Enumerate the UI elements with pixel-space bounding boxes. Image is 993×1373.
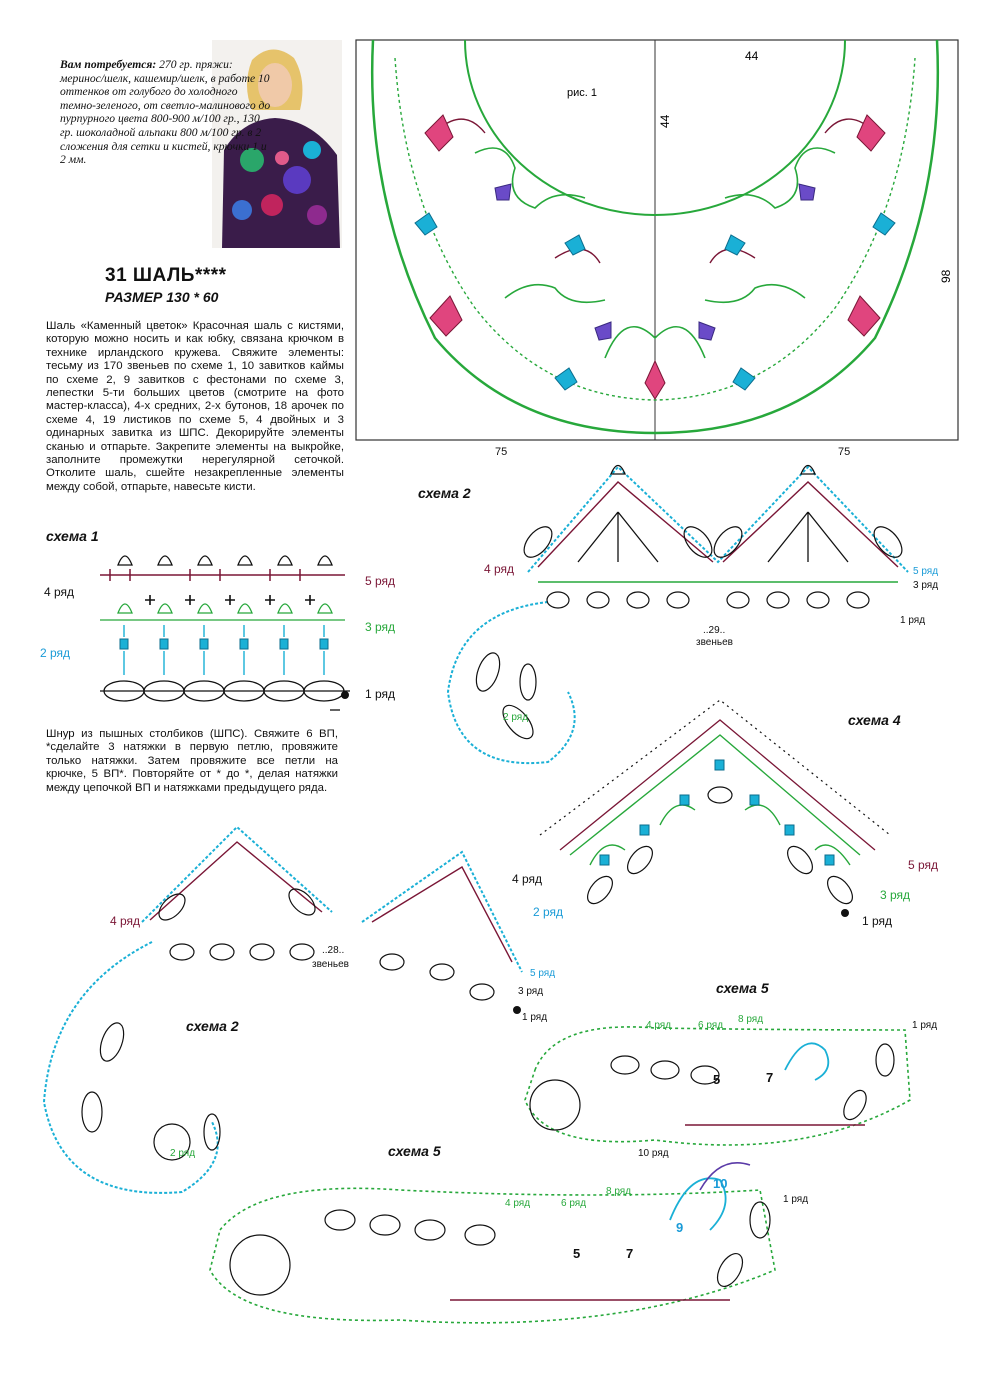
schema-2a-links: ..29..	[703, 625, 726, 636]
schema-4-row-4: 4 ряд	[512, 872, 543, 886]
schema-5a-row-6: 6 ряд	[698, 1020, 724, 1031]
schema-5b-diagram	[200, 1150, 800, 1340]
schema-2b-row-4: 4 ряд	[110, 914, 141, 928]
schema-4-diagram	[530, 685, 900, 925]
schema-2a-label: схема 2	[418, 485, 471, 501]
schema-5b-leaf-10: 10	[713, 1176, 728, 1191]
schema-5a-leaf-7: 7	[766, 1070, 774, 1085]
schema-4-row-1: 1 ряд	[862, 914, 893, 928]
schema-5b-leaf-5: 5	[573, 1246, 581, 1261]
figure-1-layout	[355, 38, 965, 448]
fig1-dim-right: 98	[939, 269, 953, 283]
schema-4-row-5: 5 ряд	[908, 858, 939, 872]
schema-1-row-4: 4 ряд	[44, 585, 75, 599]
schema-4-row-2: 2 ряд	[533, 905, 564, 919]
schema-2a-row-2: 2 ряд	[503, 712, 529, 723]
schema-5b-label: схема 5	[388, 1143, 441, 1159]
schema-2b-row-5: 5 ряд	[530, 968, 556, 979]
schema-5b-row-8: 8 ряд	[606, 1186, 632, 1197]
materials-body: 270 гр. пряжи: меринос/шелк, кашемир/шелк, в работе 10 оттенков от голубого до холодного темно-зеленого, от светло-малинового до пурпурного цвета 800-900 м/100 гр., 130 гр. шоколадной альпаки 800 м/100 гр. в 2 сложения для сетки и кистей, крючки 1 и 2 мм.	[60, 58, 271, 167]
schema-2a-row-4: 4 ряд	[484, 562, 515, 576]
schema-2b-links-unit: звеньев	[312, 959, 349, 970]
schema-2a-row-1: 1 ряд	[900, 615, 926, 626]
pattern-size: РАЗМЕР 130 * 60	[105, 289, 219, 305]
shps-instructions: Шнур из пышных столбиков (ШПС). Свяжите 6 ВП, *сделайте 3 натяжки в первую петлю, провяжите только натяжки. Затем провяжите все петли на крючке, 5 ВП*. Повторяйте от * до *, делая натяжки между цепочкой ВП и натяжками предыдущего ряда.	[46, 728, 338, 794]
schema-4-label: схема 4	[848, 712, 901, 728]
schema-5b-leaf-7: 7	[626, 1246, 634, 1261]
schema-2a-row-5: 5 ряд	[913, 566, 939, 577]
schema-5b-leaf-9: 9	[676, 1220, 684, 1235]
schema-1-diagram	[40, 545, 420, 720]
schema-2b-row-2: 2 ряд	[170, 1148, 196, 1159]
fig1-dim-bottom-right: 75	[838, 446, 851, 458]
schema-5b-row-4: 4 ряд	[505, 1198, 531, 1209]
schema-2a-row-3: 3 ряд	[913, 580, 939, 591]
schema-1-row-3: 3 ряд	[365, 620, 396, 634]
schema-1-label: схема 1	[46, 528, 99, 544]
materials-text	[60, 58, 272, 167]
schema-1-row-2: 2 ряд	[40, 646, 71, 660]
schema-5a-label: схема 5	[716, 980, 769, 996]
schema-5b-row-10: 10 ряд	[638, 1148, 669, 1159]
schema-2b-links: ..28..	[322, 945, 345, 956]
materials-lead: Вам потребуется:	[60, 58, 157, 71]
schema-5a-leaf-5: 5	[713, 1072, 721, 1087]
schema-5a-row-4: 4 ряд	[646, 1020, 672, 1031]
schema-5a-row-1: 1 ряд	[912, 1020, 938, 1031]
schema-1-row-5: 5 ряд	[365, 574, 396, 588]
schema-4-row-3: 3 ряд	[880, 888, 911, 902]
schema-5b-row-6: 6 ряд	[561, 1198, 587, 1209]
fig1-label: рис. 1	[567, 87, 597, 99]
schema-5b-row-1: 1 ряд	[783, 1194, 809, 1205]
schema-1-row-1: 1 ряд	[365, 687, 396, 701]
description-text: Шаль «Каменный цветок» Красочная шаль с кистями, которую можно носить и как юбку, связана крючком в технике ирландского кружева. Свяжите элементы: тесьму из 170 звеньев по схеме 1, 10 завитков каймы по схеме 2, 9 завитков с фестонами по схеме 3, лепестки 5-ти больших цветов (смотрите на фото мастер-класса), 4-х средних, 2-х бутонов, 18 арочек по схеме 4, 19 листиков по схеме 5, 4 двойных и 3 одинарных завитка из ШПС. Декорируйте элементы сканью и отпарьте. Закрепите элементы на выкройке, заполните промежутки нерегулярной сеточкой. Отколите шаль, сшейте незакрепленные элементы между собой, отпарьте, навесьте кисти.	[46, 320, 344, 493]
fig1-dim-vert: 44	[658, 114, 672, 128]
pattern-title: 31 ШАЛЬ****	[105, 265, 227, 286]
fig1-dim-top: 44	[745, 49, 759, 63]
schema-2a-links-unit: звеньев	[696, 637, 733, 648]
schema-2b-label: схема 2	[186, 1018, 239, 1034]
schema-5a-row-8: 8 ряд	[738, 1014, 764, 1025]
schema-2b-row-1: 1 ряд	[522, 1012, 548, 1023]
schema-2b-row-3: 3 ряд	[518, 986, 544, 997]
fig1-dim-bottom-left: 75	[495, 446, 508, 458]
